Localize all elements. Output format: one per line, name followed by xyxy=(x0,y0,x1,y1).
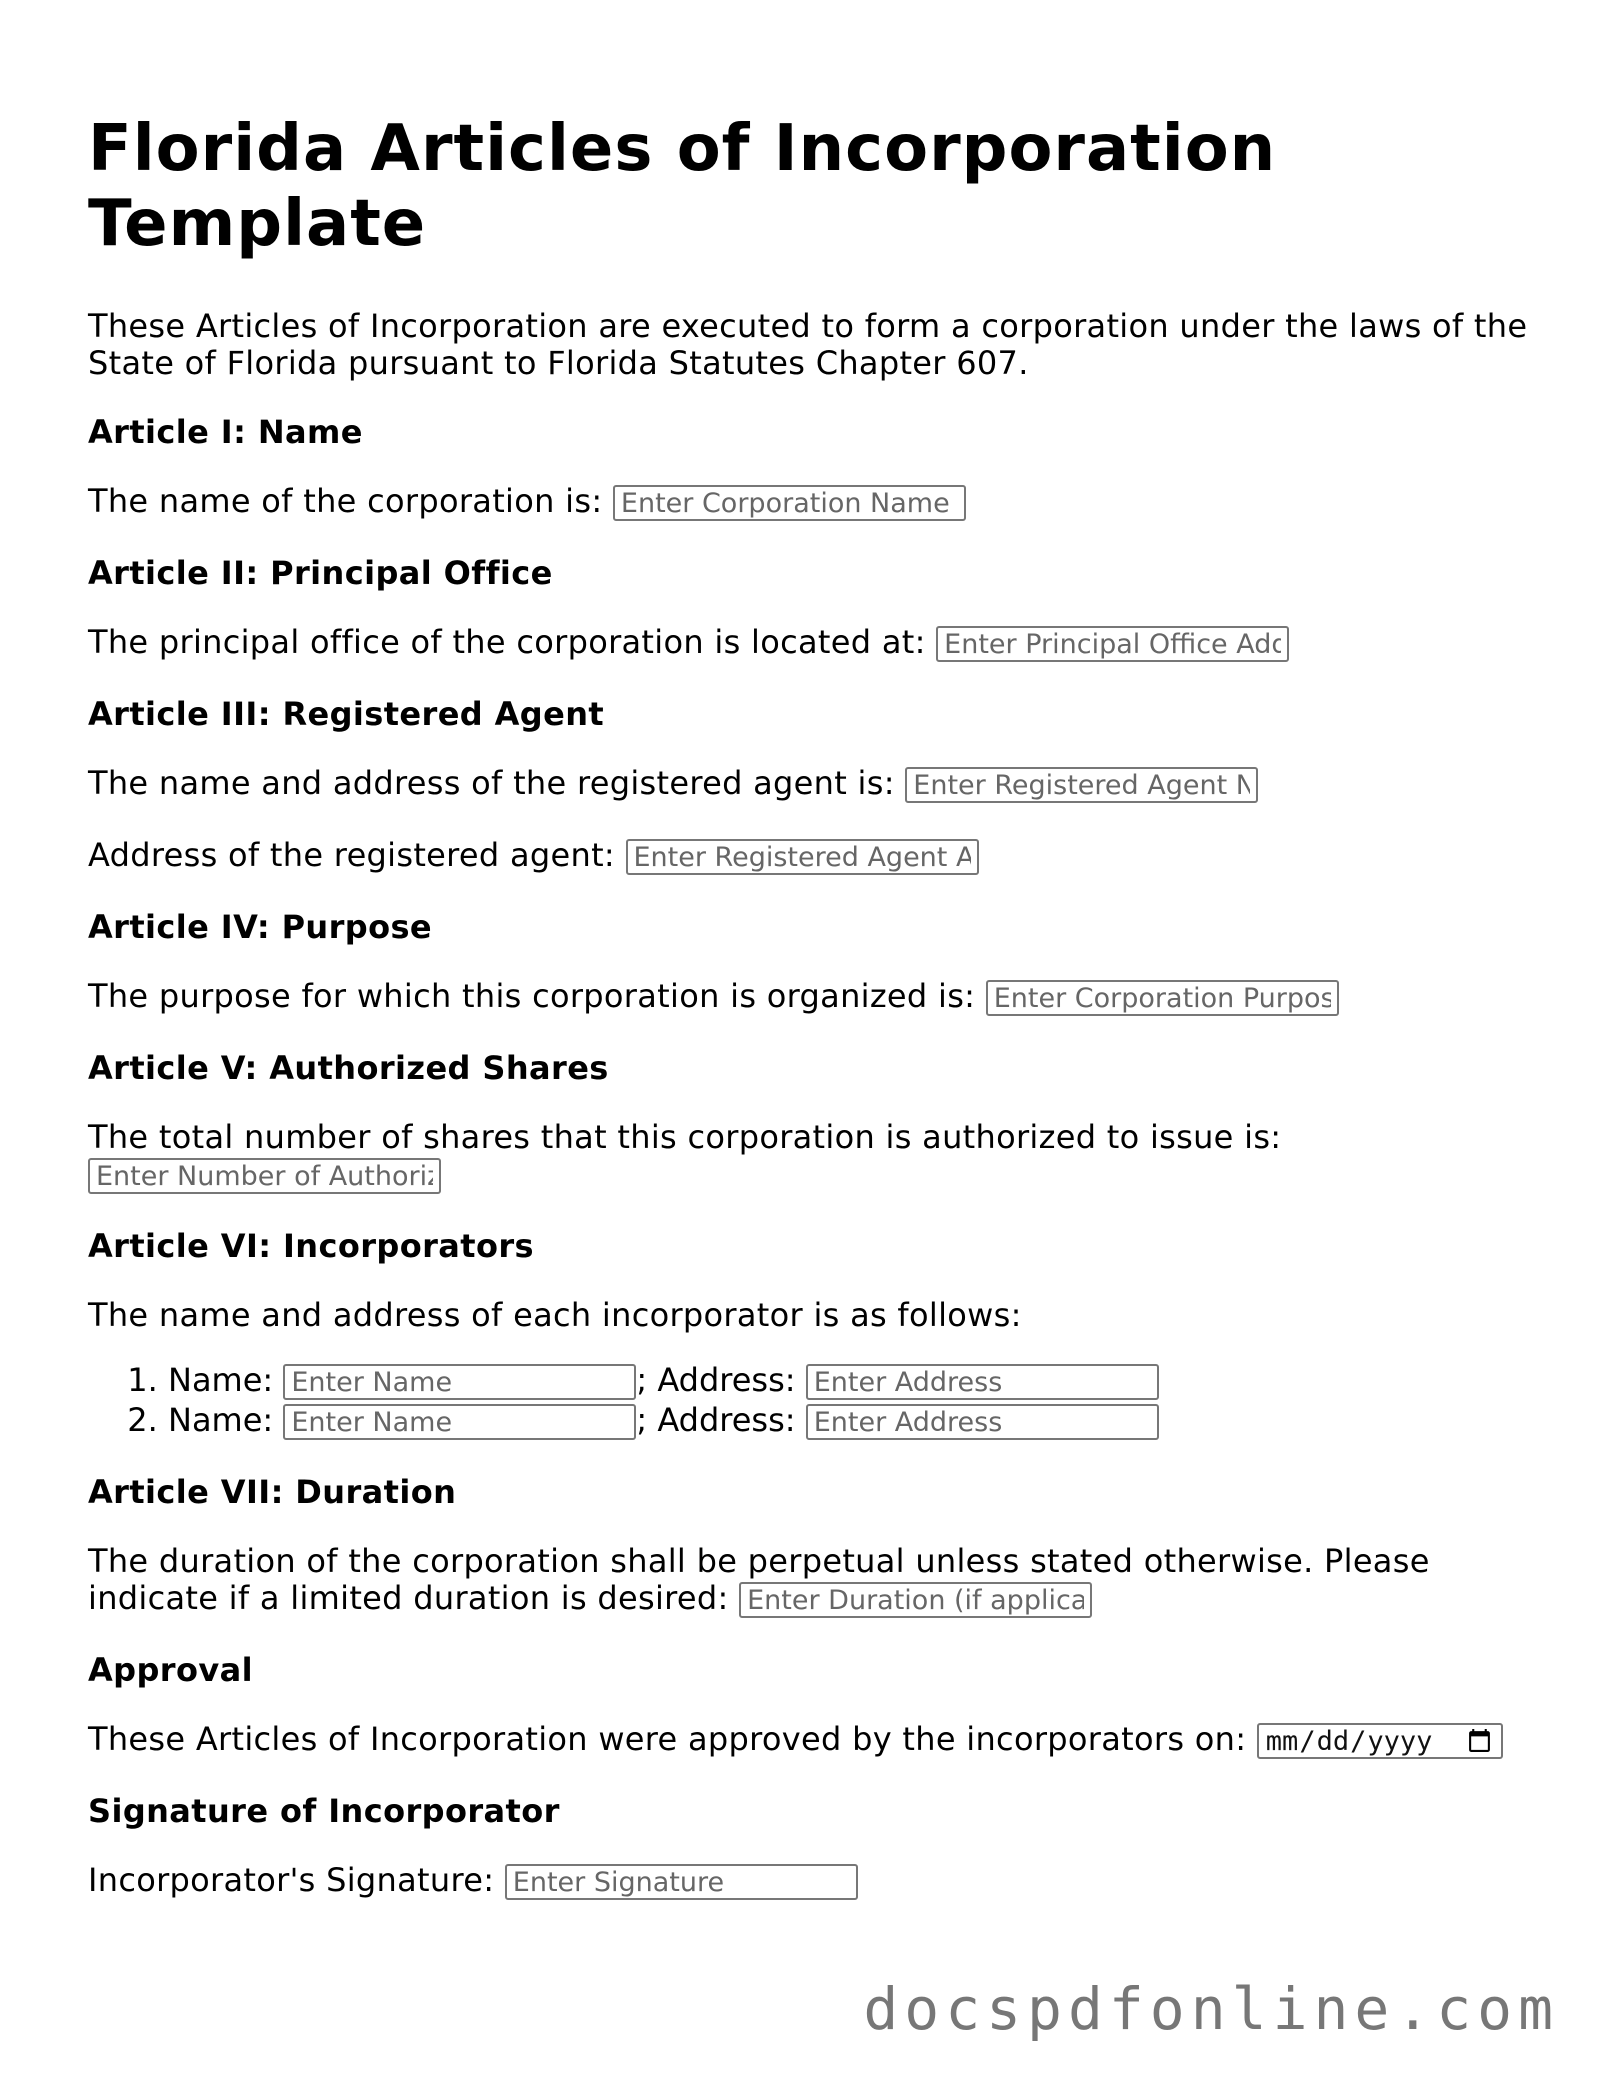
registered-agent-name-input[interactable] xyxy=(905,767,1258,803)
registered-agent-name-label: The name and address of the registered agent is: xyxy=(88,764,895,802)
article-1-heading: Article I: Name xyxy=(88,413,363,451)
purpose-label: The purpose for which this corporation is organized is: xyxy=(88,977,976,1015)
article-3-name-row xyxy=(88,765,1528,803)
principal-office-label: The principal office of the corporation is located at: xyxy=(88,623,926,661)
article-5-body xyxy=(88,1119,1528,1194)
document-page xyxy=(88,112,1528,1934)
article-6-heading: Article VI: Incorporators xyxy=(88,1227,534,1265)
article-4-heading: Article IV: Purpose xyxy=(88,908,433,946)
registered-agent-address-label: Address of the registered agent: xyxy=(88,836,616,874)
incorporator-2-name-input[interactable] xyxy=(283,1404,636,1440)
incorporator-address-label: ; Address: xyxy=(636,1361,796,1399)
article-7-body xyxy=(88,1543,1528,1618)
intro-paragraph: These Articles of Incorporation are executed to form a corporation under the laws of the State of Florida pursuant to Florida Statutes Chapter 607. xyxy=(88,307,1528,382)
article-1-body xyxy=(88,483,1528,521)
signature-heading: Signature of Incorporator xyxy=(88,1792,560,1830)
article-3-address-row xyxy=(88,837,1528,875)
page-title: Florida Articles of Incorporation Template xyxy=(88,112,1277,261)
incorporator-name-label: Name: xyxy=(168,1401,274,1439)
signature-input[interactable] xyxy=(505,1864,858,1900)
approval-date-input[interactable] xyxy=(1257,1723,1503,1759)
approval-heading: Approval xyxy=(88,1651,253,1689)
incorporators-intro: The name and address of each incorporator is as follows: xyxy=(88,1296,1022,1334)
signature-body xyxy=(88,1862,1528,1900)
watermark: docspdfonline.com xyxy=(863,1975,1559,2043)
article-2-body xyxy=(88,624,1528,662)
list-item xyxy=(168,1400,1528,1440)
signature-label: Incorporator's Signature: xyxy=(88,1861,495,1899)
article-4-body xyxy=(88,978,1528,1016)
corporation-name-label: The name of the corporation is: xyxy=(88,482,603,520)
duration-label: The duration of the corporation shall be perpetual unless stated otherwise. Please indicate if a limited duration is desired: xyxy=(88,1542,1430,1617)
corporation-name-input[interactable] xyxy=(613,485,966,521)
article-3-heading: Article III: Registered Agent xyxy=(88,695,605,733)
authorized-shares-input[interactable] xyxy=(88,1158,441,1194)
incorporator-1-address-input[interactable] xyxy=(806,1364,1159,1400)
registered-agent-address-input[interactable] xyxy=(626,839,979,875)
approval-date-label: These Articles of Incorporation were approved by the incorporators on: xyxy=(88,1720,1247,1758)
approval-body xyxy=(88,1721,1528,1759)
authorized-shares-label: The total number of shares that this corporation is authorized to issue is: xyxy=(88,1118,1282,1156)
incorporator-address-label: ; Address: xyxy=(636,1401,796,1439)
incorporator-2-address-input[interactable] xyxy=(806,1404,1159,1440)
purpose-input[interactable] xyxy=(986,980,1339,1016)
incorporators-list xyxy=(88,1360,1528,1440)
article-5-heading: Article V: Authorized Shares xyxy=(88,1049,609,1087)
article-2-heading: Article II: Principal Office xyxy=(88,554,553,592)
list-item xyxy=(168,1360,1528,1400)
incorporator-1-name-input[interactable] xyxy=(283,1364,636,1400)
principal-office-input[interactable] xyxy=(936,626,1289,662)
duration-input[interactable] xyxy=(739,1582,1092,1618)
incorporator-name-label: Name: xyxy=(168,1361,274,1399)
article-7-heading: Article VII: Duration xyxy=(88,1473,457,1511)
